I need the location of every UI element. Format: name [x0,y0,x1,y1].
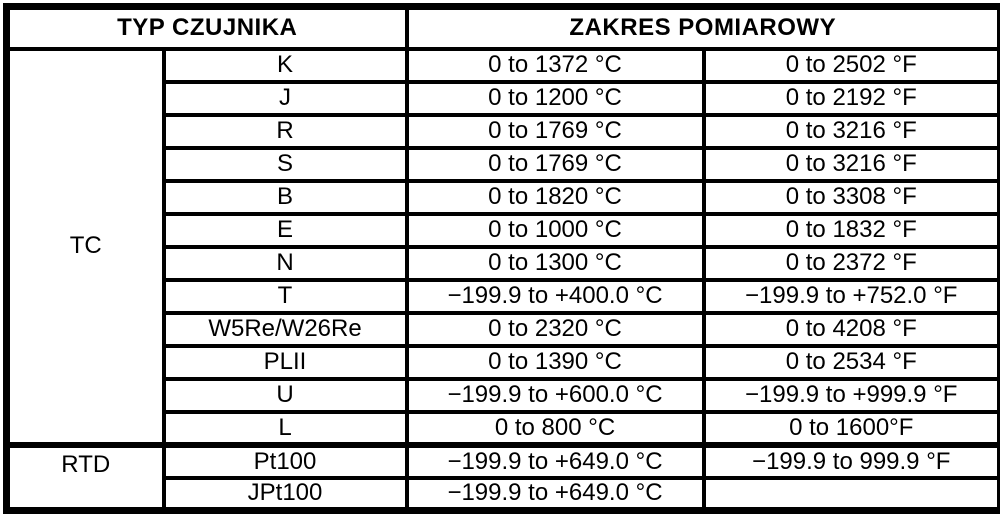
range-celsius-cell: 0 to 1200 °C [407,82,704,115]
table-row [7,49,1000,82]
range-celsius-cell: −199.9 to +649.0 °C [407,478,704,511]
sensor-type-cell: S [164,148,407,181]
header-sensor-type: TYP CZUJNIKA [7,7,407,49]
range-celsius-cell: 0 to 1300 °C [407,247,704,280]
range-celsius-cell: 0 to 1769 °C [407,148,704,181]
sensor-type-cell: PLII [164,346,407,379]
sensor-type-cell: W5Re/W26Re [164,313,407,346]
range-celsius-cell: 0 to 1769 °C [407,115,704,148]
range-fahrenheit-cell: 0 to 3308 °F [704,181,1000,214]
sensor-type-cell: U [164,379,407,412]
range-fahrenheit-cell: 0 to 2502 °F [704,49,1000,82]
range-fahrenheit-cell [704,478,1000,511]
sensor-type-cell: K [164,49,407,82]
range-celsius-cell: 0 to 2320 °C [407,313,704,346]
header-row [7,7,1000,49]
sensor-type-cell: J [164,82,407,115]
sensor-type-cell: R [164,115,407,148]
header-measuring-range: ZAKRES POMIAROWY [407,7,1000,49]
range-fahrenheit-cell: 0 to 1600°F [704,412,1000,445]
range-fahrenheit-cell: 0 to 3216 °F [704,148,1000,181]
sensor-type-cell: JPt100 [164,478,407,511]
range-celsius-cell: 0 to 800 °C [407,412,704,445]
range-fahrenheit-cell: −199.9 to +999.9 °F [704,379,1000,412]
sensor-type-cell: Pt100 [164,445,407,478]
range-fahrenheit-cell: −199.9 to 999.9 °F [704,445,1000,478]
sensor-type-cell: N [164,247,407,280]
range-celsius-cell: 0 to 1000 °C [407,214,704,247]
range-fahrenheit-cell: 0 to 2534 °F [704,346,1000,379]
range-fahrenheit-cell: −199.9 to +752.0 °F [704,280,1000,313]
sensor-type-cell: E [164,214,407,247]
sensor-range-table [3,3,1000,514]
range-fahrenheit-cell: 0 to 3216 °F [704,115,1000,148]
range-celsius-cell: −199.9 to +649.0 °C [407,445,704,478]
range-fahrenheit-cell: 0 to 2372 °F [704,247,1000,280]
sensor-type-cell: L [164,412,407,445]
sensor-type-cell: T [164,280,407,313]
sensor-type-cell: B [164,181,407,214]
range-celsius-cell: 0 to 1820 °C [407,181,704,214]
range-celsius-cell: 0 to 1372 °C [407,49,704,82]
group-cell-rtd: RTD [7,445,164,511]
table-row [7,445,1000,478]
range-fahrenheit-cell: 0 to 1832 °F [704,214,1000,247]
range-fahrenheit-cell: 0 to 2192 °F [704,82,1000,115]
range-celsius-cell: 0 to 1390 °C [407,346,704,379]
range-fahrenheit-cell: 0 to 4208 °F [704,313,1000,346]
range-celsius-cell: −199.9 to +400.0 °C [407,280,704,313]
group-cell-tc: TC [7,49,164,445]
range-celsius-cell: −199.9 to +600.0 °C [407,379,704,412]
